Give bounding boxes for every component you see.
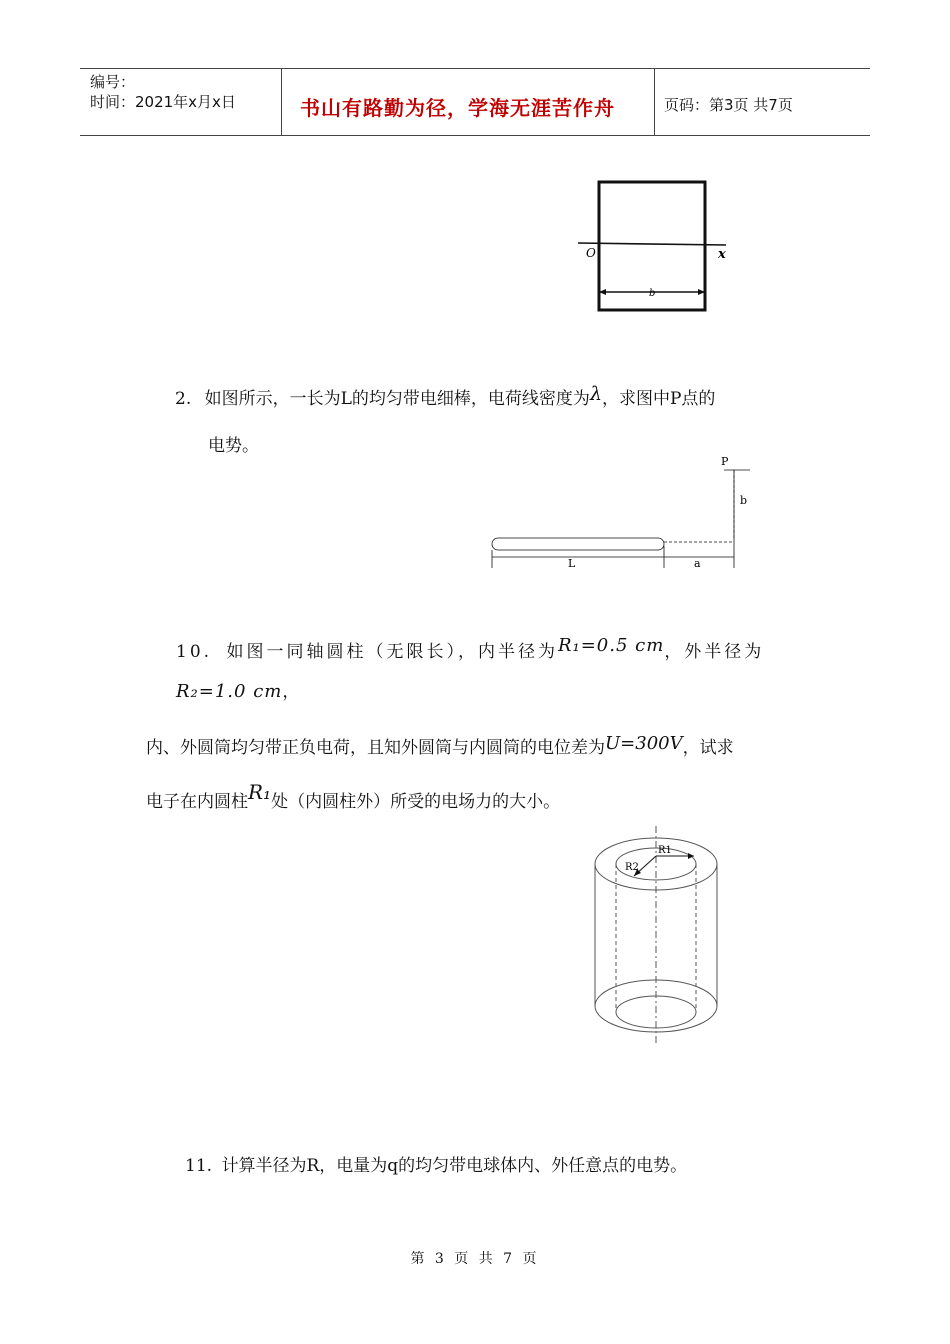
problem-10-number: 10. — [176, 642, 213, 662]
problem-10-text-line3: 内、外圆筒均匀带正负电荷，且知外圆筒与内圆筒的电位差为 — [146, 738, 605, 758]
figure2-label-b: b — [740, 494, 748, 507]
header-divider-right — [654, 68, 655, 136]
problem-10-text-start: 如图一同轴圆柱（无限长），内半径为 — [226, 642, 558, 662]
figure3-label-r2: R2 — [625, 862, 639, 873]
problem-2-text-end: ，求图中P点的 — [601, 389, 716, 409]
problem-10-u-expr: U=300V — [605, 733, 683, 754]
figure-coaxial-cylinder — [590, 826, 722, 1048]
problem-10-line4 — [146, 780, 561, 814]
header-page-info: 页码：第3页 共7页 — [664, 96, 793, 114]
figure2-label-p: P — [721, 455, 729, 468]
problem-10-line2 — [176, 680, 299, 704]
problem-2-line2: 电势。 — [208, 436, 259, 456]
problem-10-line3-end: ，试求 — [682, 738, 734, 758]
header-number-label: 编号： — [90, 73, 136, 91]
header-bottom-border — [80, 135, 870, 136]
problem-11-number: 11. — [185, 1156, 213, 1176]
figure1-label-o: O — [586, 246, 596, 260]
figure-rectangle-axis — [576, 175, 746, 320]
header-time-label: 时间：2021年x月x日 — [90, 93, 236, 111]
problem-10-r1-expr: R₁=0.5 cm — [557, 635, 665, 656]
header-motto: 书山有路勤为径，学海无涯苦作舟 — [300, 96, 615, 120]
problem-11-line1 — [185, 1154, 687, 1178]
figure3-label-r1: R1 — [658, 845, 672, 856]
figure2-label-a: a — [694, 557, 701, 570]
figure-rod-point-p — [488, 452, 758, 574]
problem-10-line2-end: ， — [282, 682, 300, 702]
problem-10-line1 — [176, 635, 765, 664]
figure1-label-x: x — [718, 247, 726, 262]
header-top-border — [80, 68, 870, 69]
problem-10-r2-expr: R₂=1.0 cm — [176, 681, 283, 702]
problem-11-text: 计算半径为R，电量为q的均匀带电球体内、外任意点的电势。 — [221, 1156, 688, 1176]
problem-10-line3 — [146, 733, 734, 760]
problem-2-lambda: λ — [589, 383, 602, 405]
problem-2-text-start: 如图所示，一长为L的均匀带电细棒，电荷线密度为 — [204, 389, 590, 409]
problem-10-line4-start: 电子在内圆柱 — [146, 792, 248, 812]
page-footer — [0, 1248, 950, 1268]
problem-10-text-mid: ，外半径为 — [664, 642, 765, 662]
problem-2-number: 2. — [175, 389, 192, 409]
figure2-rod — [492, 538, 664, 550]
footer-page-number: 第 3 页 共 7 页 — [410, 1251, 540, 1267]
header-divider-left — [281, 68, 282, 136]
problem-2-line1 — [175, 383, 716, 411]
problem-10-line4-end: 处（内圆柱外）所受的电场力的大小。 — [271, 792, 561, 812]
figure2-label-l: L — [568, 557, 576, 570]
figure1-label-b: b — [649, 288, 656, 299]
problem-10-r1-symbol: R₁ — [248, 780, 272, 804]
